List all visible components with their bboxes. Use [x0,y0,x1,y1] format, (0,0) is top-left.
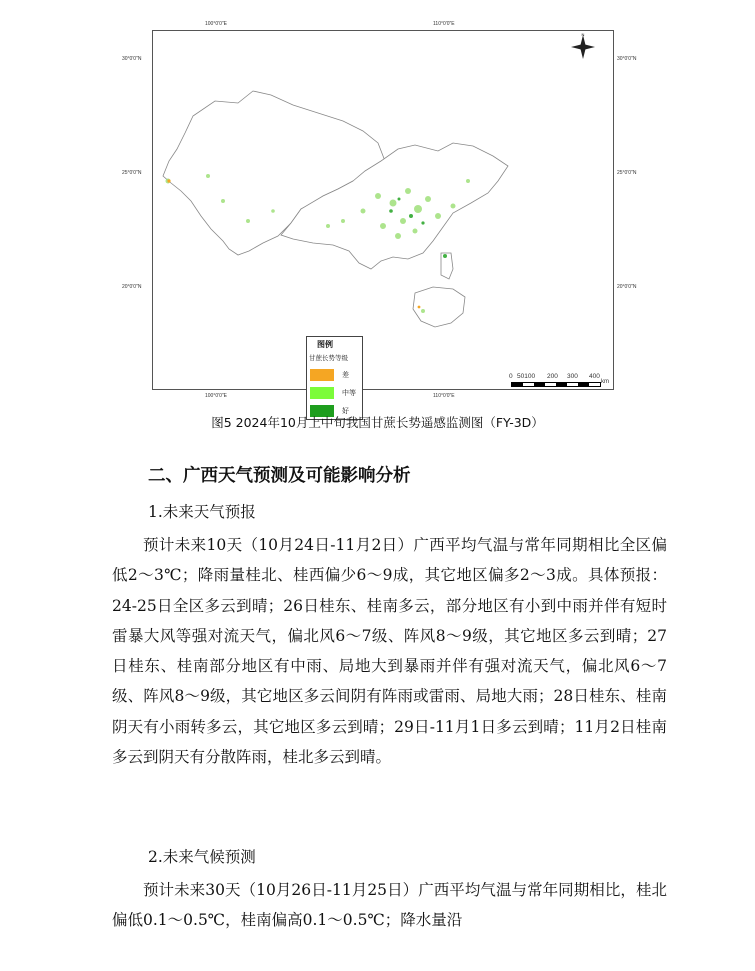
coord-right-30: 30°0'0"N [617,56,637,62]
coord-top-left: 100°0'0"E [205,21,227,27]
figure-caption: 图5 2024年10月上中旬我国甘蔗长势遥感监测图（FY-3D） [211,415,544,430]
scale-unit: km [601,379,609,385]
coord-top-right: 110°0'0"E [433,21,455,27]
coord-bottom-right: 110°0'0"E [433,393,455,399]
subsection-weather-forecast: 1.未来天气预报 [148,503,256,521]
scale-bar [509,373,609,385]
scale-tick-3: 300 [567,373,578,380]
coord-right-20: 20°0'0"N [617,284,637,290]
coord-left-25: 25°0'0"N [122,170,142,176]
legend-swatch-medium [310,387,334,399]
region-leizhou [441,253,453,279]
scale-tick-0: 0 [509,373,513,380]
north-arrow [571,35,595,59]
scale-tick-1: 50100 [517,373,536,380]
legend-label-medium: 中等 [342,389,356,397]
coord-left-30: 30°0'0"N [122,56,142,62]
paragraph-weather-forecast: 预计未来10天（10月24日-11月2日）广西平均气温与常年同期相比全区偏低2～3℃；降雨量桂北、桂西偏少6～9成，其它地区偏多2～3成。具体预报：24-25日全区多云到晴；26日桂东、桂南多云，部分地区有小到中雨并伴有短时雷暴大风等强对流天气，偏北风6～7级、阵风8～9级，其它地区多云到晴；27日桂东、桂南部分地区有中雨、局地大到暴雨并伴有强对流天气，偏北风6～7级、阵风8～9级，其它地区多云间阴有阵雨或雷雨、局地大雨；28日桂东、桂南阴天有小雨转多云，其它地区多云到晴；29日-11月1日多云到晴；11月2日桂南多云到阴天有分散阵雨，桂北多云到晴。 [112,536,667,767]
map-legend [306,336,363,420]
region-hainan [413,287,465,327]
legend-title: 图例 [317,340,333,349]
scale-tick-2: 200 [547,373,558,380]
scale-tick-4: 400 [589,373,600,380]
coord-right-25: 25°0'0"N [617,170,637,176]
coord-bottom-left: 100°0'0"E [205,393,227,399]
legend-item-medium [310,387,362,400]
legend-label-good: 好 [342,407,349,415]
legend-item-poor [310,369,362,382]
section-title: 二、广西天气预测及可能影响分析 [148,466,411,486]
legend-subtitle: 甘蔗长势等级 [309,354,348,362]
north-label: N [581,32,585,37]
legend-swatch-poor [310,369,334,381]
legend-label-poor: 差 [342,371,349,379]
subsection-climate-forecast: 2.未来气候预测 [148,848,256,866]
map-graphic [153,31,613,389]
paragraph-climate-forecast: 预计未来30天（10月26日-11月25日）广西平均气温与常年同期相比，桂北偏低0.1～0.5℃，桂南偏高0.1～0.5℃；降水量沿 [112,881,667,930]
coord-left-20: 20°0'0"N [122,284,142,290]
